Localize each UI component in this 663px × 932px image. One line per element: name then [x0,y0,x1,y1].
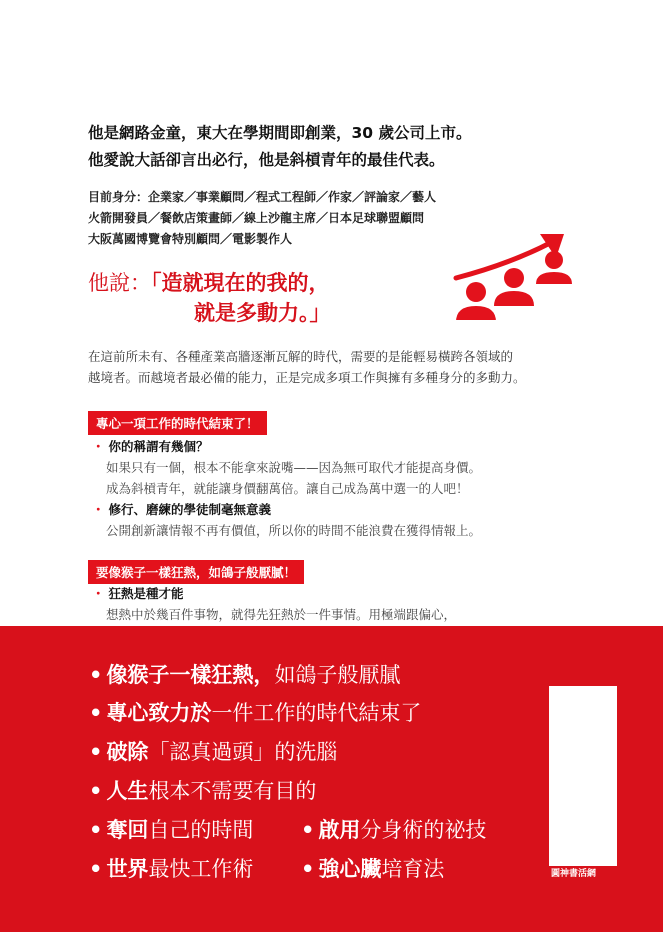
highlight-item-8 [301,854,444,884]
quote-speaker: 他說： [88,271,151,295]
highlight-bold: 奪回 [106,818,149,842]
bullet-icon: ・ [92,439,105,454]
publisher-logo [551,856,615,880]
section-2-banner: 要像猴子一樣狂熱，如鴿子般厭膩！ [88,560,304,584]
highlight-item-4 [89,776,316,806]
bullet-icon: • [89,701,103,725]
highlight-bold: 強心臟 [318,857,382,881]
highlight-bold: 人生 [106,779,149,803]
identities-line-2: 火箭開發員／餐飲店策畫師／線上沙龍主席／日本足球聯盟顧問 [88,211,425,225]
highlight-item-7 [89,854,253,884]
quote-line-2: 就是多動力。」 [194,301,331,325]
section-1-item-2-head: 修行、磨練的學徒制毫無意義 [108,502,272,517]
section-2 [92,583,592,625]
highlight-bold: 破除 [106,740,149,764]
intro-line-2: 他愛說大話卻言出必行，他是斜槓青年的最佳代表。 [88,151,445,169]
section-1-item-2-line-1: 公開創新讓情報不再有價值，所以你的時間不能浪費在獲得情報上。 [106,523,482,538]
highlight-item-3 [89,737,337,767]
barcode-area [549,686,617,866]
highlight-bold: 啟用 [318,818,361,842]
highlight-rest: 培育法 [381,857,445,881]
highlight-rest: 根本不需要有目的 [148,779,317,803]
highlight-rest: 自己的時間 [148,818,254,842]
highlight-bold: 像猴子一樣狂熱， [106,663,275,687]
highlight-bold: 專心致力於 [106,701,212,725]
people-growth-arrow-icon [452,226,592,328]
identities-line-3: 大阪萬國博覽會特別顧問／電影製作人 [88,232,293,246]
section-1-item-1-line-1: 如果只有一個，根本不能拿來說嘴——因為無可取代才能提高身價。 [106,460,482,475]
bullet-icon: • [89,779,103,803]
highlight-rest: 最快工作術 [148,857,254,881]
quote-line-1: 「造就現在的我的， [151,271,330,295]
section-2-item-1-line-1: 想熱中於幾百件事物，就得先狂熱於一件事情。用極端跟偏心， [106,607,457,622]
bullet-icon: ・ [92,586,105,601]
highlight-rest: 一件工作的時代結束了 [211,701,422,725]
intro-line-1: 他是網路金童，東大在學期間即創業，30 歲公司上市。 [88,124,472,142]
paragraph-line-1: 在這前所未有、各種產業高牆逐漸瓦解的時代，需要的是能輕易橫跨各領域的 [88,349,514,364]
logo-name: BOOKLIFE [551,856,608,867]
section-1-item-1-head: 你的稱謂有幾個？ [108,439,209,454]
bullet-icon: • [89,663,103,687]
bullet-icon: ・ [92,502,105,517]
bullet-icon: • [89,818,103,842]
bullet-icon: • [89,857,103,881]
identities-line-1: 目前身分：企業家／事業顧問／程式工程師／作家／評論家／藝人 [88,190,437,204]
highlight-item-6 [301,815,486,845]
highlight-rest: 分身術的祕技 [360,818,487,842]
highlight-bold: 世界 [106,857,149,881]
bullet-icon: • [301,818,315,842]
quote-block [88,268,428,328]
highlight-item-2 [89,698,421,728]
section-1-banner: 專心一項工作的時代結束了！ [88,411,267,435]
logo-subtitle: 圓神書活網 [551,869,597,879]
section-1-item-1-line-2: 成為斜槓青年，就能讓身價翻萬倍。讓自己成為萬中選一的人吧！ [106,481,469,496]
highlight-item-5 [89,815,253,845]
highlight-item-1 [89,660,400,690]
section-2-item-1-head: 狂熱是種才能 [108,586,184,601]
section-1 [92,436,592,541]
bullet-icon: • [89,740,103,764]
intro-paragraph [88,346,588,388]
highlight-rest: 「認真過頭」的洗腦 [148,740,338,764]
highlight-rest: 如鴿子般厭膩 [274,663,401,687]
intro-block [88,120,608,174]
paragraph-line-2: 越境者。而越境者最必備的能力，正是完成多項工作與擁有多種身分的多動力。 [88,370,526,385]
bullet-icon: • [301,857,315,881]
